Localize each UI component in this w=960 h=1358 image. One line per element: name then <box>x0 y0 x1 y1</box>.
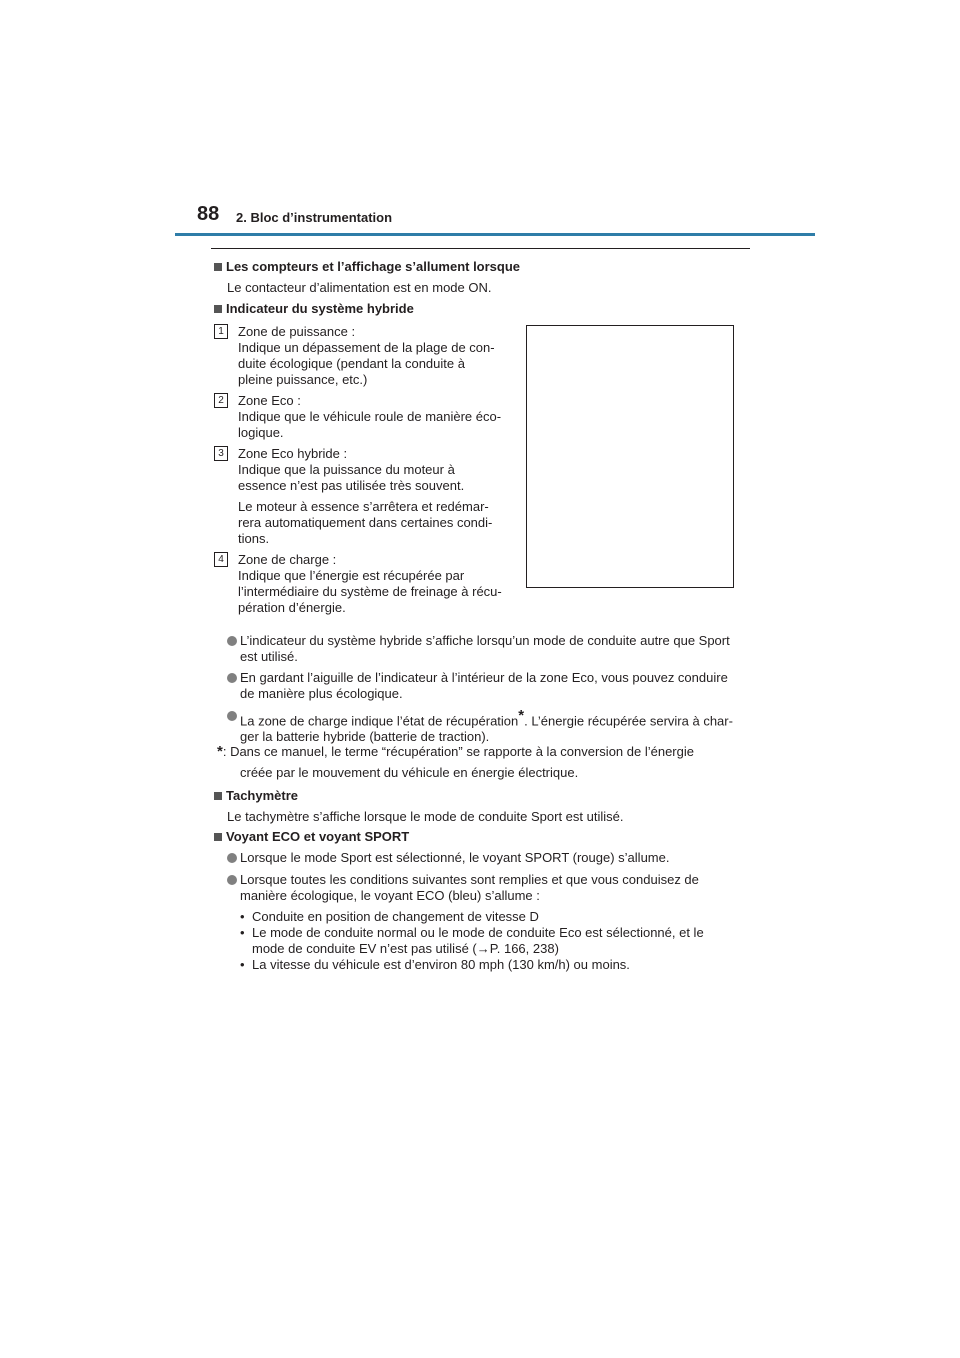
page-reference: P. 166, 238) <box>489 941 559 956</box>
condition-item: • Conduite en position de changement de vitesse D <box>240 909 539 924</box>
bullet-icon <box>227 673 237 683</box>
footnote-marker: * <box>518 707 525 724</box>
bullet-item: Lorsque le mode Sport est sélectionné, le voyant SPORT (rouge) s’allume. <box>240 850 670 865</box>
chapter-title: 2. Bloc d’instrumentation <box>236 210 393 225</box>
bullet-icon <box>227 853 237 863</box>
square-bullet-icon <box>214 263 222 271</box>
section-heading: Tachymètre <box>214 788 298 804</box>
section-heading: Indicateur du système hybride <box>214 301 414 317</box>
list-item: Zone Eco : Indique que le véhicule roule de manière éco- logique. <box>238 393 502 440</box>
item-number: 1 <box>214 324 228 339</box>
condition-item: • La vitesse du véhicule est d’environ 80 mph (130 km/h) ou moins. <box>240 957 630 972</box>
bullet-icon <box>227 875 237 885</box>
condition-item: • Le mode de conduite normal ou le mode de conduite Eco est sélectionné, et le mode de conduite EV n’est pas utilisé (→P. 166, 238) <box>240 925 704 956</box>
bullet-icon <box>227 711 237 721</box>
footnote-marker: * <box>217 743 223 760</box>
item-number: 2 <box>214 393 228 408</box>
bullet-item: Lorsque toutes les conditions suivantes sont remplies et que vous conduisez de manière écologique, le voyant ECO (bleu) s’allume : <box>240 872 699 903</box>
section-divider <box>211 248 750 249</box>
page-number: 88 <box>197 203 220 225</box>
square-bullet-icon <box>214 833 222 841</box>
list-item: Zone de charge : Indique que l’énergie est récupérée par l’intermédiaire du système de freinage à récu- pération d’énergie. <box>238 552 502 615</box>
header-rule <box>175 233 815 236</box>
bullet-item: La zone de charge indique l’état de récupération*. L’énergie récupérée servira à char- ger la batterie hybride (batterie de traction). <box>240 707 733 745</box>
bullet-icon <box>227 636 237 646</box>
item-number: 3 <box>214 446 228 461</box>
square-bullet-icon <box>214 305 222 313</box>
item-number: 4 <box>214 552 228 567</box>
footnote: *: Dans ce manuel, le terme “récupération” se rapporte à la conversion de l’énergie <box>217 743 694 760</box>
list-item: Zone de puissance : Indique un dépassement de la plage de con- duite écologique (pendant la conduite à pleine puissance, etc.) <box>238 324 495 387</box>
section-text: Le contacteur d’alimentation est en mode ON. <box>227 280 492 295</box>
section-heading: Les compteurs et l’affichage s’allument lorsque <box>214 259 520 275</box>
arrow-icon: → <box>476 941 490 956</box>
square-bullet-icon <box>214 792 222 800</box>
list-item: Zone Eco hybride : Indique que la puissance du moteur à essence n’est pas utilisée très souvent. Le moteur à essence s’arrêtera et redémar- rera automatiquement dans certaines condi- tions. <box>238 446 493 546</box>
section-text: Le tachymètre s’affiche lorsque le mode de conduite Sport est utilisé. <box>227 809 624 824</box>
bullet-item: L’indicateur du système hybride s’affiche lorsqu’un mode de conduite autre que Sport est utilisé. <box>240 633 730 664</box>
footnote-continued: créée par le mouvement du véhicule en énergie électrique. <box>240 765 579 780</box>
bullet-item: En gardant l’aiguille de l’indicateur à l’intérieur de la zone Eco, vous pouvez conduire de manière plus écologique. <box>240 670 728 701</box>
indicator-illustration <box>526 325 734 588</box>
section-heading: Voyant ECO et voyant SPORT <box>214 829 409 845</box>
